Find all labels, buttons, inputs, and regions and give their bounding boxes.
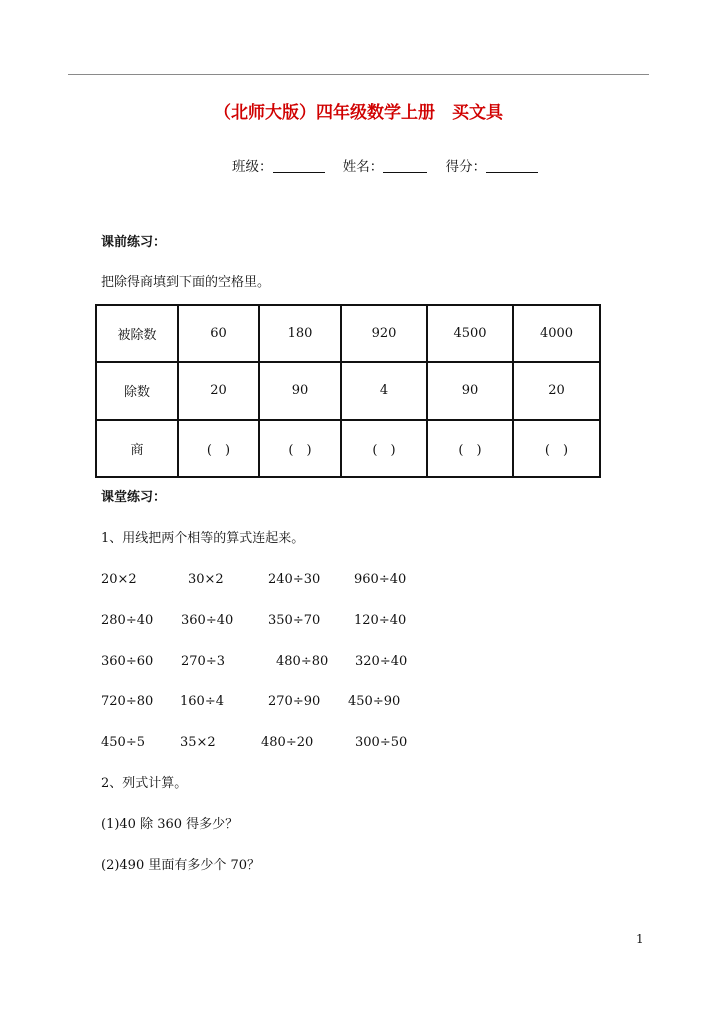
expression[interactable]: 450÷5	[101, 735, 145, 750]
expression[interactable]: 360÷40	[181, 613, 234, 628]
question-2: 2、列式计算。	[101, 776, 188, 791]
answer-cell[interactable]: ( )	[259, 420, 341, 477]
page-number: 1	[636, 932, 644, 946]
expression[interactable]: 280÷40	[101, 613, 154, 628]
answer-cell[interactable]: ( )	[513, 420, 600, 477]
expression[interactable]: 300÷50	[355, 735, 408, 750]
answer-cell[interactable]: ( )	[341, 420, 427, 477]
expression[interactable]: 720÷80	[101, 694, 154, 709]
section-heading-pre-class: 课前练习：	[101, 235, 167, 250]
name-blank[interactable]	[383, 172, 427, 173]
table-row-dividend	[96, 305, 600, 362]
table-cell: 4000	[513, 305, 600, 362]
expression[interactable]: 120÷40	[354, 613, 407, 628]
expression[interactable]: 450÷90	[348, 694, 401, 709]
score-blank[interactable]	[486, 172, 538, 173]
row-label-quotient: 商	[96, 420, 178, 477]
expression[interactable]: 30×2	[188, 572, 224, 587]
header-rule	[68, 74, 649, 75]
question-1: 1、用线把两个相等的算式连起来。	[101, 531, 305, 546]
expression[interactable]: 960÷40	[354, 572, 407, 587]
student-info-line	[232, 158, 538, 176]
expression[interactable]: 360÷60	[101, 654, 154, 669]
table-row-divisor	[96, 362, 600, 419]
answer-cell[interactable]: ( )	[427, 420, 513, 477]
question-2-part-1: (1)40 除 360 得多少？	[101, 817, 239, 832]
table-cell: 4	[341, 362, 427, 419]
page-title: （北师大版）四年级数学上册 买文具	[214, 103, 503, 123]
expression[interactable]: 350÷70	[268, 613, 321, 628]
table-cell: 90	[427, 362, 513, 419]
class-label: 班级：	[232, 159, 273, 175]
instruction-text: 把除得商填到下面的空格里。	[101, 275, 271, 290]
row-label-dividend: 被除数	[96, 305, 178, 362]
expression[interactable]: 270÷3	[181, 654, 225, 669]
expression[interactable]: 240÷30	[268, 572, 321, 587]
expression[interactable]: 320÷40	[355, 654, 408, 669]
division-table	[95, 304, 601, 478]
table-cell: 4500	[427, 305, 513, 362]
expression[interactable]: 35×2	[180, 735, 216, 750]
answer-cell[interactable]: ( )	[178, 420, 259, 477]
class-blank[interactable]	[273, 172, 325, 173]
expression[interactable]: 20×2	[101, 572, 137, 587]
table-cell: 90	[259, 362, 341, 419]
table-cell: 20	[178, 362, 259, 419]
section-heading-in-class: 课堂练习：	[101, 490, 167, 505]
question-2-part-2: (2)490 里面有多少个 70？	[101, 858, 261, 873]
expression[interactable]: 160÷4	[180, 694, 224, 709]
name-label: 姓名：	[342, 159, 384, 175]
table-cell: 60	[178, 305, 259, 362]
table-cell: 920	[341, 305, 427, 362]
score-label: 得分：	[445, 159, 487, 175]
table-cell: 20	[513, 362, 600, 419]
table-row-quotient	[96, 420, 600, 477]
expression[interactable]: 480÷80	[276, 654, 329, 669]
expression[interactable]: 270÷90	[268, 694, 321, 709]
table-cell: 180	[259, 305, 341, 362]
row-label-divisor: 除数	[96, 362, 178, 419]
expression[interactable]: 480÷20	[261, 735, 314, 750]
